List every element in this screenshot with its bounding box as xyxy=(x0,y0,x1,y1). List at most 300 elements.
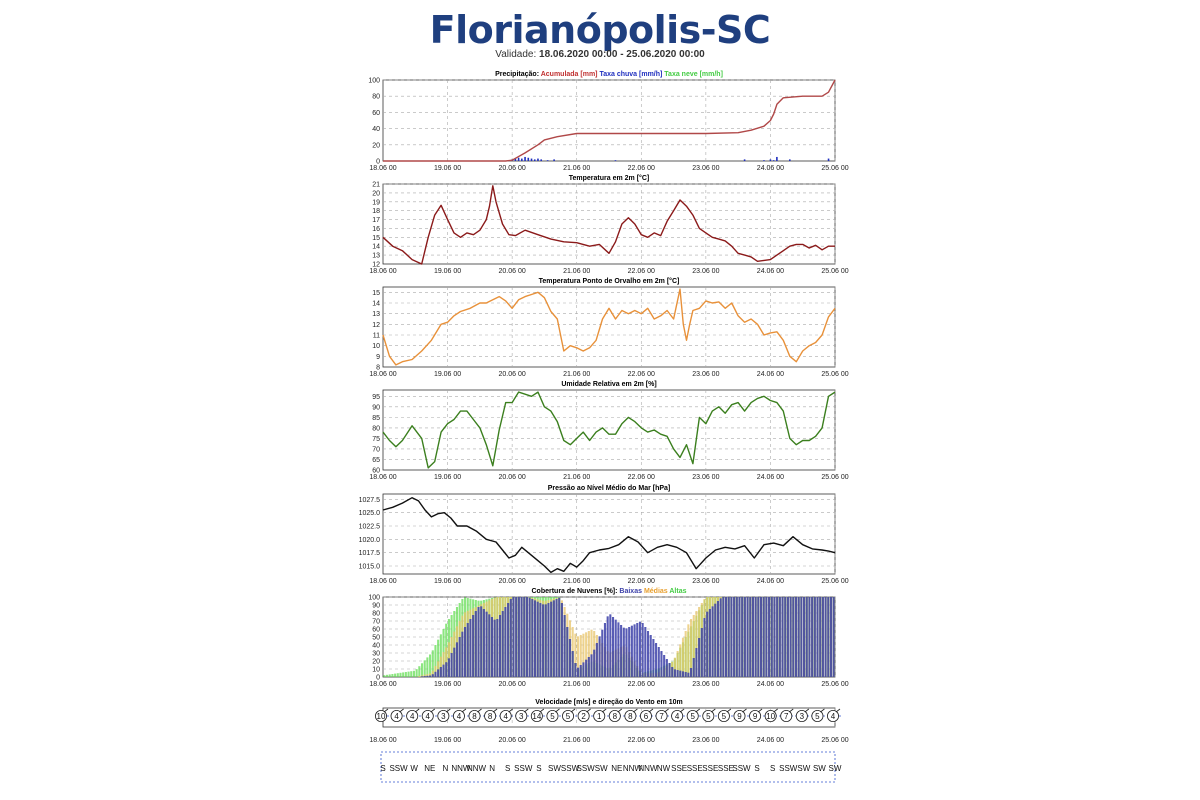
cloud-baixas-bar xyxy=(757,597,759,677)
cloud-baixas-bar xyxy=(580,665,582,677)
cloud-baixas-bar xyxy=(507,603,509,677)
cloud-baixas-bar xyxy=(712,606,714,677)
cloud-baixas-bar xyxy=(572,651,574,677)
wind-speed-value: 5 xyxy=(706,712,711,721)
chart-7-xtick-label: 20.06 00 xyxy=(498,737,526,744)
chart-4-xtick-label: 24.06 00 xyxy=(756,474,785,481)
cloud-baixas-bar xyxy=(738,597,740,677)
cloud-baixas-bar xyxy=(795,597,797,677)
wind-speed-value: 4 xyxy=(425,712,430,721)
chart-3-xtick-label: 21.06 00 xyxy=(563,371,591,378)
cloud-altas-bar xyxy=(408,672,410,677)
chart-2-ytick-label: 18 xyxy=(372,208,380,216)
wind-direction-label: SSE xyxy=(702,764,719,773)
title-part-chart-1-1: Acumulada [mm] xyxy=(540,71,600,78)
cloud-baixas-bar xyxy=(725,597,727,677)
cloud-baixas-bar xyxy=(574,663,576,677)
title-part-chart-6-3: Altas xyxy=(669,588,687,595)
title-part-chart-4-0: Umidade Relativa em 2m [%] xyxy=(561,381,657,388)
chart-7-xtick-label: 21.06 00 xyxy=(563,737,591,744)
wind-speed-value: 9 xyxy=(737,712,742,721)
wind-speed-value: 5 xyxy=(721,712,727,721)
wind-direction-label: NNW xyxy=(451,764,471,773)
title-chart-1 xyxy=(495,71,723,78)
cloud-baixas-bar xyxy=(728,597,730,677)
precip-rate-bar xyxy=(828,159,830,161)
precip-rate-bar xyxy=(540,159,542,161)
chart-1-xtick-label: 24.06 00 xyxy=(756,165,785,172)
cloud-baixas-bar xyxy=(440,667,442,677)
precip-rate-bar xyxy=(770,159,772,161)
cloud-baixas-bar xyxy=(604,623,606,677)
title-part-chart-1-2: Taxa chuva [mm/h] xyxy=(599,71,665,78)
cloud-altas-bar xyxy=(389,674,391,677)
cloud-baixas-bar xyxy=(585,660,587,677)
cloud-altas-bar xyxy=(424,660,426,677)
chart-1-ytick-label: 60 xyxy=(372,109,380,117)
cloud-baixas-bar xyxy=(830,597,832,677)
chart-1-xtick-label: 18.06 00 xyxy=(369,165,397,172)
chart-2-xtick-label: 22.06 00 xyxy=(627,268,655,275)
wind-speed-value: 3 xyxy=(799,712,805,721)
cloud-baixas-bar xyxy=(652,639,654,677)
chart-3-frame xyxy=(383,287,835,367)
cloud-baixas-bar xyxy=(744,597,746,677)
chart-2-ytick-label: 19 xyxy=(372,199,380,207)
cloud-baixas-bar xyxy=(459,637,461,677)
cloud-baixas-bar xyxy=(588,657,590,677)
chart-4-ytick-label: 65 xyxy=(372,456,380,464)
cloud-baixas-bar xyxy=(564,615,566,677)
chart-6-ytick-label: 70 xyxy=(372,618,380,626)
chart-5-ytick-label: 1025.0 xyxy=(358,510,380,518)
chart-4-xtick-label: 21.06 00 xyxy=(563,474,591,481)
precip-rate-bar xyxy=(521,159,523,161)
chart-1-xtick-label: 22.06 00 xyxy=(627,165,655,172)
cloud-baixas-bar xyxy=(555,599,557,677)
cloud-baixas-bar xyxy=(510,599,512,677)
chart-4-frame xyxy=(383,390,835,470)
cloud-baixas-bar xyxy=(521,597,523,677)
chart-1-ytick-label: 100 xyxy=(368,77,380,85)
cloud-altas-bar xyxy=(402,672,404,677)
precip-rate-bar xyxy=(534,159,536,161)
wind-speed-value: 6 xyxy=(643,712,649,721)
cloud-baixas-bar xyxy=(827,597,829,677)
wind-speed-value: 7 xyxy=(784,712,789,721)
chart-3-ytick-label: 10 xyxy=(372,343,380,351)
cloud-baixas-bar xyxy=(668,663,670,677)
cloud-baixas-bar xyxy=(760,597,762,677)
cloud-baixas-bar xyxy=(566,627,568,677)
cloud-baixas-bar xyxy=(642,623,644,677)
wind-direction-label: S xyxy=(754,764,760,773)
cloud-baixas-bar xyxy=(706,612,708,677)
cloud-altas-bar xyxy=(405,672,407,677)
wind-speed-value: 4 xyxy=(456,712,462,721)
wind-speed-value: 4 xyxy=(674,712,680,721)
chart-2-xtick-label: 24.06 00 xyxy=(756,268,785,275)
cloud-baixas-bar xyxy=(531,599,533,677)
title-part-chart-2-0: Temperatura em 2m [°C] xyxy=(568,175,650,182)
chart-5-xtick-label: 23.06 00 xyxy=(692,578,720,585)
cloud-baixas-bar xyxy=(426,676,428,677)
cloud-baixas-bar xyxy=(529,598,531,677)
cloud-médias-bar xyxy=(682,638,684,677)
wind-direction-label: NNW xyxy=(638,764,658,773)
cloud-baixas-bar xyxy=(808,597,810,677)
cloud-baixas-bar xyxy=(504,607,506,677)
cloud-baixas-bar xyxy=(539,603,541,677)
cloud-baixas-bar xyxy=(499,615,501,677)
chart-5-ytick-label: 1017.5 xyxy=(358,550,380,558)
cloud-baixas-bar xyxy=(771,597,773,677)
wind-speed-value: 14 xyxy=(532,712,542,721)
cloud-baixas-bar xyxy=(537,602,539,677)
chart-6-ytick-label: 40 xyxy=(372,642,380,650)
cloud-baixas-bar xyxy=(615,620,617,677)
wind-speed-value: 5 xyxy=(565,712,571,721)
cloud-baixas-bar xyxy=(421,676,423,677)
cloud-baixas-bar xyxy=(550,602,552,677)
chart-4-xtick-label: 18.06 00 xyxy=(369,474,397,481)
cloud-baixas-bar xyxy=(749,597,751,677)
cloud-baixas-bar xyxy=(515,597,517,677)
precip-rate-bar xyxy=(527,158,529,161)
precip-rate-bar xyxy=(531,159,533,161)
wind-direction-label: W xyxy=(410,764,418,773)
chart-2-ytick-label: 14 xyxy=(372,243,380,251)
chart-1-xtick-label: 20.06 00 xyxy=(498,165,526,172)
chart-4-ytick-label: 85 xyxy=(372,414,380,422)
wind-direction-label: S xyxy=(380,764,386,773)
chart-5-xtick-label: 20.06 00 xyxy=(498,578,526,585)
chart-3-xtick-label: 20.06 00 xyxy=(498,371,526,378)
wind-direction-label: NNW xyxy=(622,764,642,773)
wind-direction-label: SSW xyxy=(779,764,798,773)
chart-6-ytick-label: 100 xyxy=(368,594,380,602)
wind-speed-value: 10 xyxy=(766,712,776,721)
cloud-baixas-bar xyxy=(666,659,668,677)
chart-5-xtick-label: 24.06 00 xyxy=(756,578,785,585)
chart-5-ytick-label: 1015.0 xyxy=(358,563,380,571)
cloud-altas-bar xyxy=(394,674,396,677)
wind-direction-label: SW xyxy=(828,764,842,773)
chart-5-xtick-label: 21.06 00 xyxy=(563,578,591,585)
validity-value: 18.06.2020 00:00 - 25.06.2020 00:00 xyxy=(539,49,705,60)
cloud-baixas-bar xyxy=(518,597,520,677)
title-chart-7 xyxy=(535,699,682,706)
cloud-baixas-bar xyxy=(599,636,601,677)
cloud-baixas-bar xyxy=(650,635,652,677)
cloud-baixas-bar xyxy=(747,597,749,677)
cloud-baixas-bar xyxy=(833,597,835,677)
chart-4-xtick-label: 23.06 00 xyxy=(692,474,720,481)
chart-2-xtick-label: 19.06 00 xyxy=(433,268,462,275)
wind-direction-label: SW xyxy=(548,764,561,773)
cloud-baixas-bar xyxy=(480,606,482,677)
cloud-altas-bar xyxy=(391,674,393,677)
cloud-baixas-bar xyxy=(483,609,485,677)
precip-rate-bar xyxy=(789,159,791,161)
cloud-baixas-bar xyxy=(475,611,477,677)
cloud-baixas-bar xyxy=(545,604,547,677)
cloud-baixas-bar xyxy=(776,597,778,677)
wind-direction-label: SSW xyxy=(389,764,408,773)
precip-rate-bar xyxy=(524,157,526,161)
title-chart-5 xyxy=(548,485,671,492)
chart-6-xtick-label: 21.06 00 xyxy=(563,681,591,688)
cloud-baixas-bar xyxy=(472,615,474,677)
cloud-baixas-bar xyxy=(542,604,544,677)
chart-3-ytick-label: 8 xyxy=(376,364,380,372)
cloud-baixas-bar xyxy=(561,603,563,677)
precip-rate-bar xyxy=(744,159,746,161)
chart-6-ytick-label: 10 xyxy=(372,666,380,674)
chart-4-xtick-label: 20.06 00 xyxy=(498,474,526,481)
cloud-baixas-bar xyxy=(577,668,579,677)
wind-speed-value: 8 xyxy=(628,712,633,721)
chart-1-ytick-label: 0 xyxy=(376,158,380,166)
cloud-baixas-bar xyxy=(803,597,805,677)
chart-7-xtick-label: 19.06 00 xyxy=(433,737,462,744)
title-chart-4 xyxy=(561,381,656,388)
cloud-baixas-bar xyxy=(714,604,716,677)
cloud-baixas-bar xyxy=(658,647,660,677)
precip-rate-bar xyxy=(547,160,549,161)
cloud-baixas-bar xyxy=(730,597,732,677)
chart-3-ytick-label: 13 xyxy=(372,311,380,319)
chart-6-xtick-label: 23.06 00 xyxy=(692,681,720,688)
chart-3-xtick-label: 25.06 00 xyxy=(821,371,849,378)
cloud-baixas-bar xyxy=(800,597,802,677)
wind-speed-value: 5 xyxy=(815,712,820,721)
wind-direction-label: SSW xyxy=(732,764,751,773)
chart-5-xtick-label: 25.06 00 xyxy=(821,578,849,585)
cloud-baixas-bar xyxy=(674,669,676,677)
chart-6-ytick-label: 0 xyxy=(376,674,380,682)
cloud-baixas-bar xyxy=(720,598,722,677)
cloud-baixas-bar xyxy=(432,674,434,677)
chart-4-ytick-label: 90 xyxy=(372,404,380,412)
title-part-chart-1-0: Precipitação: xyxy=(495,71,541,78)
chart-3-xtick-label: 18.06 00 xyxy=(369,371,397,378)
wind-direction-label: SW xyxy=(812,764,826,773)
chart-6-xtick-label: 24.06 00 xyxy=(756,681,785,688)
cloud-baixas-bar xyxy=(534,600,536,677)
chart-5-ytick-label: 1022.5 xyxy=(358,523,380,531)
chart-4-ytick-label: 95 xyxy=(372,393,380,401)
cloud-baixas-bar xyxy=(547,603,549,677)
wind-direction-label: SSE xyxy=(671,764,688,773)
chart-2-ytick-label: 21 xyxy=(372,181,380,189)
wind-speed-value: 8 xyxy=(487,712,493,721)
cloud-baixas-bar xyxy=(634,624,636,677)
cloud-baixas-bar xyxy=(733,597,735,677)
cloud-baixas-bar xyxy=(663,655,665,677)
cloud-baixas-bar xyxy=(647,631,649,677)
cloud-baixas-bar xyxy=(488,614,490,677)
cloud-baixas-bar xyxy=(469,619,471,677)
cloud-altas-bar xyxy=(421,663,423,677)
cloud-baixas-bar xyxy=(623,628,625,677)
chart-2-ytick-label: 16 xyxy=(372,225,380,233)
chart-6-xtick-label: 25.06 00 xyxy=(821,681,849,688)
chart-2-ytick-label: 13 xyxy=(372,252,380,260)
wind-speed-value: 2 xyxy=(581,712,586,721)
chart-3-xtick-label: 19.06 00 xyxy=(433,371,462,378)
cloud-baixas-bar xyxy=(601,630,603,677)
wind-speed-value: 7 xyxy=(659,712,664,721)
cloud-baixas-bar xyxy=(655,643,657,677)
wind-speed-value: 5 xyxy=(690,712,695,721)
precip-rate-bar xyxy=(553,159,555,161)
wind-speed-value: 4 xyxy=(503,712,508,721)
cloud-baixas-bar xyxy=(693,658,695,677)
wind-speed-value: 8 xyxy=(612,712,618,721)
cloud-médias-bar xyxy=(685,631,687,677)
wind-direction-label: S xyxy=(536,764,542,773)
wind-direction-label: S xyxy=(769,764,776,773)
chart-1-xtick-label: 25.06 00 xyxy=(821,165,849,172)
cloud-baixas-bar xyxy=(806,597,808,677)
cloud-baixas-bar xyxy=(679,671,681,677)
chart-2-xtick-label: 23.06 00 xyxy=(692,268,720,275)
wind-speed-value: 9 xyxy=(752,712,758,721)
wind-direction-tick xyxy=(836,709,840,712)
cloud-baixas-bar xyxy=(491,617,493,677)
wind-speed-value: 4 xyxy=(409,712,415,721)
chart-1-xtick-label: 23.06 00 xyxy=(692,165,720,172)
title-part-chart-5-0: Pressão ao Nível Médio do Mar [hPa] xyxy=(547,485,671,492)
cloud-baixas-bar xyxy=(596,643,598,677)
cloud-baixas-bar xyxy=(625,628,627,677)
chart-3-xtick-label: 22.06 00 xyxy=(627,371,655,378)
cloud-baixas-bar xyxy=(477,607,479,677)
cloud-baixas-bar xyxy=(781,597,783,677)
cloud-baixas-bar xyxy=(612,617,614,677)
cloud-baixas-bar xyxy=(822,597,824,677)
chart-2-xtick-label: 21.06 00 xyxy=(563,268,591,275)
chart-1-ytick-label: 80 xyxy=(372,93,380,101)
chart-2-ytick-label: 15 xyxy=(372,234,380,242)
chart-6-xtick-label: 18.06 00 xyxy=(369,681,397,688)
cloud-baixas-bar xyxy=(496,619,498,677)
title-part-chart-1-3: Taxa neve [mm/h] xyxy=(664,71,723,78)
wind-direction-label: SSW xyxy=(560,764,580,773)
cloud-baixas-bar xyxy=(787,597,789,677)
cloud-baixas-bar xyxy=(819,597,821,677)
chart-5-xtick-label: 19.06 00 xyxy=(433,578,462,585)
cloud-baixas-bar xyxy=(609,614,611,677)
chart-5-ytick-label: 1027.5 xyxy=(358,496,380,504)
cloud-baixas-bar xyxy=(709,609,711,677)
validity-label: Validade: xyxy=(495,49,537,60)
cloud-baixas-bar xyxy=(755,597,757,677)
chart-3-ytick-label: 14 xyxy=(372,300,380,308)
chart-7-xtick-label: 22.06 00 xyxy=(627,737,655,744)
cloud-médias-bar xyxy=(687,624,689,677)
chart-1-frame xyxy=(383,80,835,161)
chart-3-ytick-label: 12 xyxy=(372,321,380,329)
chart-6-xtick-label: 22.06 00 xyxy=(627,681,655,688)
wind-direction-label: NW xyxy=(656,764,671,773)
chart-5-xtick-label: 22.06 00 xyxy=(627,578,655,585)
wind-direction-label: SW xyxy=(594,764,608,773)
chart-3-ytick-label: 11 xyxy=(372,332,380,340)
cloud-baixas-bar xyxy=(486,612,488,677)
cloud-baixas-bar xyxy=(784,597,786,677)
title-part-chart-3-0: Temperatura Ponto de Orvalho em 2m [°C] xyxy=(538,278,680,285)
wind-direction-box xyxy=(381,752,835,782)
wind-speed-value: 3 xyxy=(441,712,446,721)
cloud-baixas-bar xyxy=(523,597,525,677)
chart-2-ytick-label: 20 xyxy=(372,190,380,198)
cloud-baixas-bar xyxy=(752,597,754,677)
chart-3-ytick-label: 9 xyxy=(376,353,380,361)
precip-rate-bar xyxy=(763,160,765,161)
chart-3-xtick-label: 23.06 00 xyxy=(692,371,720,378)
title-chart-2 xyxy=(569,174,649,182)
cloud-baixas-bar xyxy=(620,625,622,677)
cloud-baixas-bar xyxy=(660,651,662,677)
chart-4-xtick-label: 19.06 00 xyxy=(433,474,462,481)
cloud-altas-bar xyxy=(397,673,399,677)
chart-2-ytick-label: 12 xyxy=(372,261,380,269)
cloud-baixas-bar xyxy=(811,597,813,677)
cloud-baixas-bar xyxy=(569,639,571,677)
chart-3-ytick-label: 15 xyxy=(372,289,380,297)
cloud-baixas-bar xyxy=(685,672,687,677)
cloud-baixas-bar xyxy=(590,654,592,677)
chart-6-ytick-label: 50 xyxy=(372,634,380,642)
chart-6-xtick-label: 20.06 00 xyxy=(498,681,526,688)
cloud-baixas-bar xyxy=(792,597,794,677)
cloud-baixas-bar xyxy=(558,598,560,677)
cloud-baixas-bar xyxy=(437,669,439,677)
cloud-altas-bar xyxy=(399,673,401,677)
cloud-baixas-bar xyxy=(434,672,436,677)
chart-2-xtick-label: 25.06 00 xyxy=(821,268,849,275)
precip-rate-bar xyxy=(615,160,617,161)
chart-7-xtick-label: 25.06 00 xyxy=(821,737,849,744)
cloud-baixas-bar xyxy=(464,627,466,677)
precip-rate-bar xyxy=(537,159,539,161)
cloud-baixas-bar xyxy=(722,597,724,677)
cloud-baixas-bar xyxy=(636,623,638,677)
cloud-baixas-bar xyxy=(701,628,703,677)
wind-direction-label: SSW xyxy=(576,764,595,773)
wind-direction-label: N xyxy=(489,764,495,773)
cloud-baixas-bar xyxy=(690,668,692,677)
cloud-baixas-bar xyxy=(717,601,719,677)
chart-5-frame xyxy=(383,494,835,574)
page-title: Florianópolis-SC xyxy=(429,8,771,52)
cloud-baixas-bar xyxy=(526,597,528,677)
cloud-baixas-bar xyxy=(639,622,641,677)
cloud-baixas-bar xyxy=(582,662,584,677)
cloud-baixas-bar xyxy=(687,673,689,677)
cloud-baixas-bar xyxy=(502,611,504,677)
cloud-baixas-bar xyxy=(768,597,770,677)
wind-speed-value: 5 xyxy=(550,712,555,721)
title-part-chart-7-0: Velocidade [m/s] e direção do Vento em 10m xyxy=(535,699,683,706)
wind-direction-label: S xyxy=(505,764,511,773)
precip-rate-bar xyxy=(773,160,775,161)
cloud-baixas-bar xyxy=(631,626,633,677)
wind-direction-label: N xyxy=(442,764,449,773)
wind-speed-value: 3 xyxy=(519,712,524,721)
